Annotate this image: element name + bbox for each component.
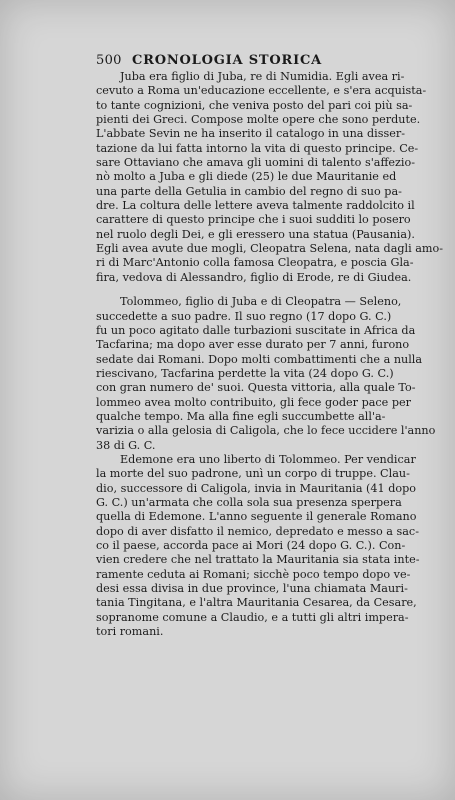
text-line: nò molto a Juba e gli diede (25) le due Mauritanie ed [96,170,397,184]
text-line: lommeo avea molto contribuito, gli fece goder pace per [96,395,411,409]
text-line: varizia o alla gelosia di Caligola, che lo fece uccidere l'anno [96,424,436,438]
text-line: sopranome comune a Claudio, e a tutti gli altri impera- [96,610,409,624]
text-line: con gran numero de' suoi. Questa vittoria, alla quale To- [96,381,416,395]
text-line: Tolommeo, figlio di Juba e di Cleopatra — Seleno, [120,295,402,309]
text-line: co il paese, accorda pace ai Mori (24 dopo G. C.). Con- [96,539,406,552]
text-line: la morte del suo padrone, unì un corpo di truppe. Clau- [96,467,410,481]
text-line: Egli avea avute due mogli, Cleopatra Selena, nata dagli amo- [96,242,444,256]
text-line: to tante cognizioni, che veniva posto del pari coi più sa- [96,98,413,112]
text-line: fira, vedova di Alessandro, figlio di Erode, re di Giudea. [96,270,412,284]
paragraph-tolommeo [96,295,436,453]
text-line: G. C.) un'armata che colla sola sua presenza sperpera [96,495,402,509]
text-line: Tacfarina; ma dopo aver esse durato per 7 anni, furono [96,338,410,352]
text-line: Edemone era uno liberto di Tolommeo. Per vendicar [120,452,416,466]
text-line: tori romani. [96,625,164,639]
body-text [96,70,444,639]
text-line: tania Tingitana, e l'altra Mauritania Cesarea, da Cesare, [96,596,417,610]
paragraph-edemone [96,453,420,639]
text-line: vien credere che nel trattato la Mauritania sia stata inte- [96,553,420,567]
text-line: carattere di questo principe che i suoi sudditi lo posero [96,213,411,227]
text-line: ri di Marc'Antonio colla famosa Cleopatra, e poscia Gla- [96,256,414,270]
text-line: qualche tempo. Ma alla fine egli succumbette all'a- [96,409,386,423]
text-line: riescivano, Tacfarina perdette la vita (24 dopo G. C.) [96,366,394,380]
text-line: dio, successore di Caligola, invia in Mauritania (41 dopo [96,481,416,495]
page-number: 500 [96,53,122,68]
text-line: nel ruolo degli Dei, e gli eressero una statua (Pausania). [96,227,415,241]
text-line: 38 di G. C. [96,438,156,452]
text-line: ramente ceduta ai Romani; sicchè poco tempo dopo ve- [96,567,411,581]
text-line: Juba era figlio di Juba, re di Numidia. Egli avea ri- [120,70,405,83]
text-line: pienti dei Greci. Compose molte opere che sono perdute. [96,113,421,127]
text-line: una parte della Getulia in cambio del regno di suo pa- [96,184,402,198]
text-line: cevuto a Roma un'educazione eccellente, e s'era acquista- [96,84,427,98]
text-line: L'abbate Sevin ne ha inserito il catalogo in una disser- [96,127,405,141]
text-line: sedate dai Romani. Dopo molti combattimenti che a nulla [96,352,423,366]
text-line: dre. La coltura delle lettere aveva talmente raddolcito il [96,199,415,213]
text-line: sare Ottaviano che amava gli uomini di talento s'affezio- [96,156,416,170]
text-line: quella di Edemone. L'anno seguente il generale Romano [96,510,417,524]
text-line: tazione da lui fatta intorno la vita di questo principe. Ce- [96,141,419,155]
text-line: desi essa divisa in due province, l'una chiamata Mauri- [96,582,408,596]
text-line: fu un poco agitato dalle turbazioni suscitate in Africa da [96,323,416,337]
paragraph-juba [96,70,444,285]
running-title: CRONOLOGIA STORICA [132,53,323,68]
text-line: dopo di aver disfatto il nemico, depredato e messo a sac- [96,524,419,538]
text-line: succedette a suo padre. Il suo regno (17 dopo G. C.) [96,309,392,323]
